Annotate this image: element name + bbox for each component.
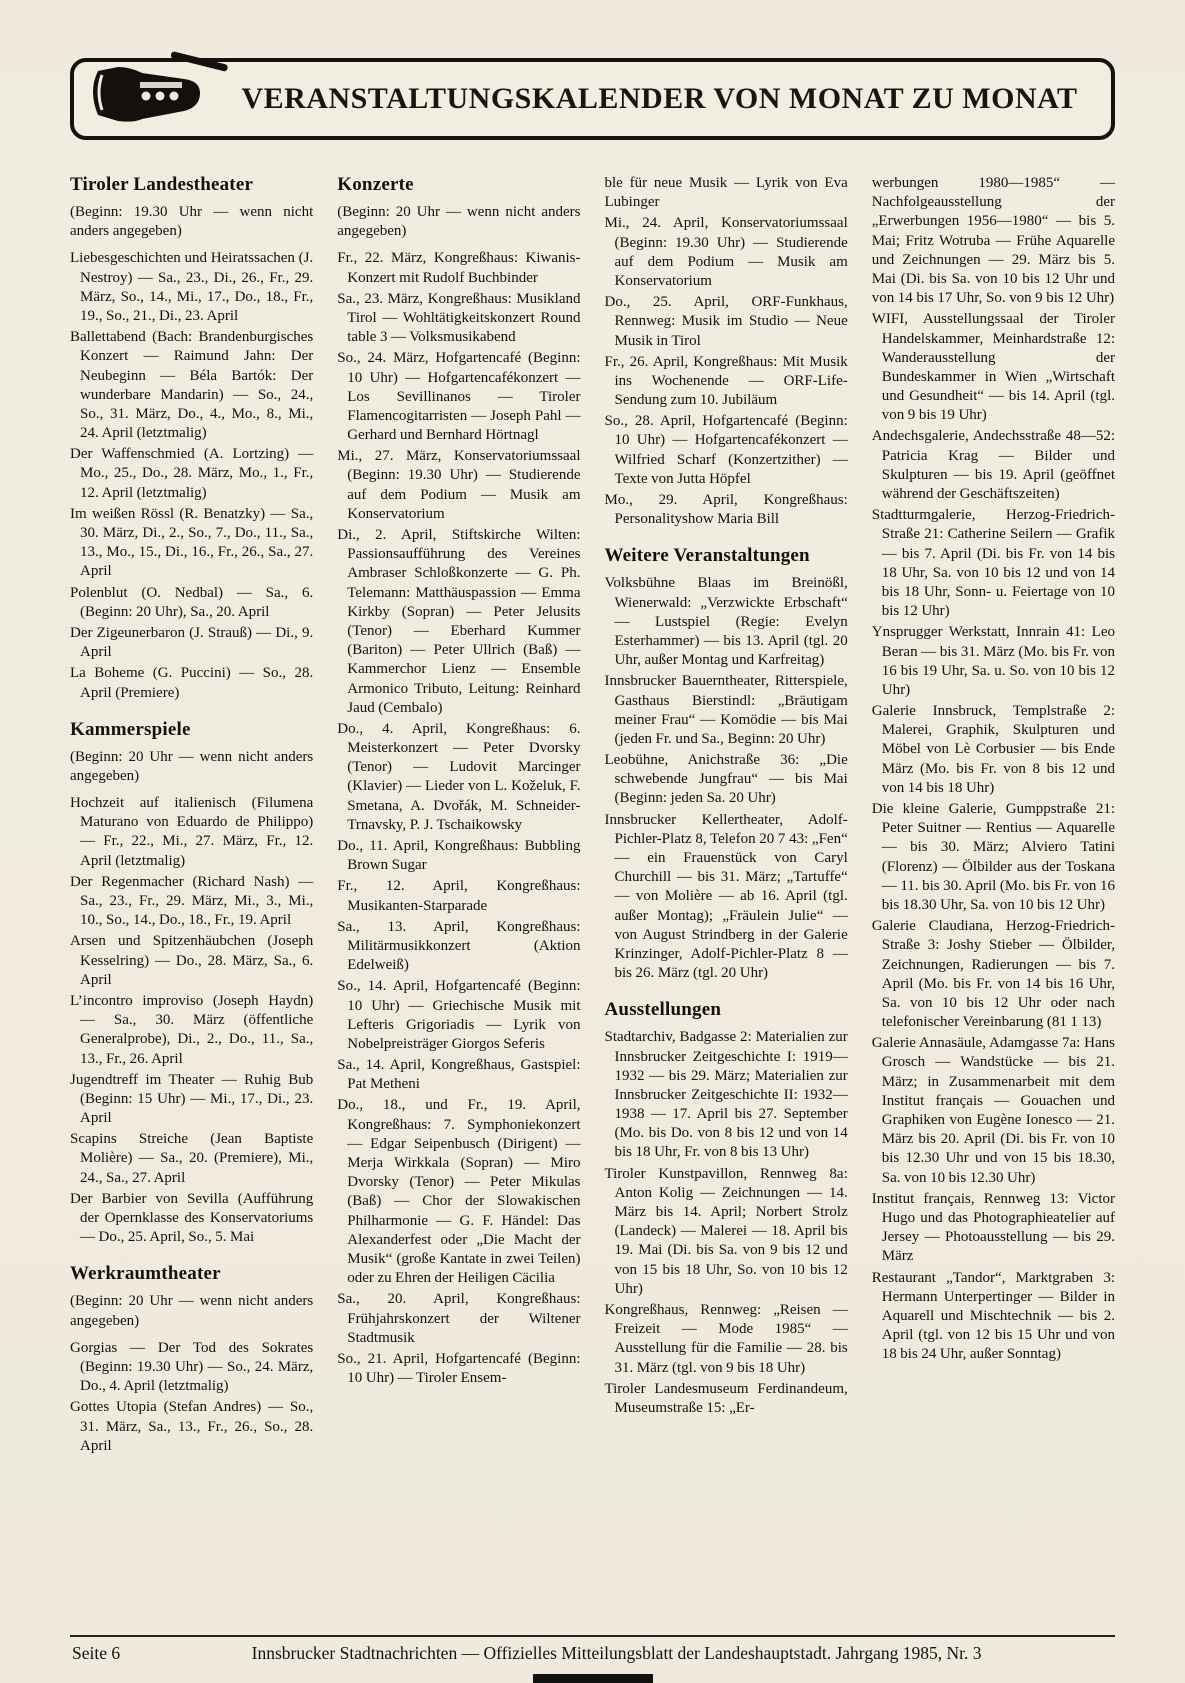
calendar-entry: Restaurant „Tandor“, Marktgraben 3: Hermann Unterpertinger — Bilder in Aquarell und Mischtechnik — bis 2. April (tgl. von 12 bis 15 Uhr und von 18 bis 24 Uhr, außer Sonntag) [871,1269,1115,1363]
section-heading: Tiroler Landestheater [70,174,254,195]
calendar-entry: So., 14. April, Hofgartencafé (Beginn: 10 Uhr) — Griechische Musik mit Lefteris Grigoriadis — Lyrik von Nobelpreisträger Giorgos Seferis [337,978,581,1052]
calendar-entry: Galerie Claudiana, Herzog-Friedrich-Straße 3: Joshy Stieber — Ölbilder, Zeichnungen, Radierungen — bis 7. April (Mo. bis Fr. von 14 bis 16 Uhr, Sa. von 10 bis 12 Uhr oder nach telefonischer Vereinbarung (81 1 13) [871,918,1115,1031]
calendar-entry: Stadtturmgalerie, Herzog-Friedrich-Straße 21: Catherine Seilern — Grafik — bis 7. April (Di. bis Fr. von 14 bis 18 Uhr, Sa. von 10 bis 12 und von 14 bis 18 Uhr, Sonn- u. Feiertage von 10 bis 12 Uhr) [871,507,1115,620]
calendar-entry: Liebesgeschichten und Heiratssachen (J. Nestroy) — Sa., 23., Di., 26., Fr., 29. März, So., 14., Mi., 17., Do., 18., Fr., 19., So., 21., Di., 23. April [70,250,314,324]
calendar-entry: Galerie Annasäule, Adamgasse 7a: Hans Grosch — Wandstücke — bis 21. März; in Zusammenarbeit mit dem Institut français — Gouachen und Graphiken von Eugène Ionesco — 21. März bis 20. April (Di. bis Fr. von 10 bis 12.30 Uhr und von 15 bis 18.30, Sa. von 10 bis 12.30 Uhr) [871,1035,1115,1186]
calendar-entry: Do., 25. April, ORF-Funkhaus, Rennweg: Musik im Studio — Neue Musik in Tirol [604,294,848,349]
calendar-entry: So., 21. April, Hofgartencafé (Beginn: 10 Uhr) — Tiroler Ensem- [337,1350,581,1387]
calendar-entry: Der Zigeunerbaron (J. Strauß) — Di., 9. April [70,624,314,661]
calendar-entry: Arsen und Spitzenhäubchen (Joseph Kesselring) — Do., 28. März, Sa., 6. April [70,933,314,988]
calendar-entry: Institut français, Rennweg 13: Victor Hugo und das Photographieatelier auf Jersey — Photoausstellung — bis 29. März [871,1190,1115,1265]
calendar-entry: Volksbühne Blaas im Breinößl, Wienerwald: „Verzwickte Erbschaft“ — Lustspiel (Regie: Evelyn Esterhammer) — bis 13. April (tgl. 20 Uhr, außer Montag und Karfreitag) [604,575,848,669]
calendar-entry: Der Barbier von Sevilla (Aufführung der Opernklasse des Konservatoriums — Do., 25. April, So., 5. Mai [70,1190,314,1246]
trumpet-icon [84,49,234,135]
calendar-entry: So., 24. März, Hofgartencafé (Beginn: 10 Uhr) — Hofgartencafékonzert — Los Sevillinanos — Tiroler Flamencogitarristen — Joseph Pahl — Gerhard und Bernhard Hörtnagl [337,350,581,444]
page-number: Seite 6 [72,1643,121,1663]
calendar-entry: Tiroler Kunstpavillon, Rennweg 8a: Anton Kolig — Zeichnungen — 14. März bis 14. April; Norbert Strolz (Landeck) — Malerei — 18. April bis 19. Mai (Di. bis Sa. von 9 bis 12 und von 15 bis 18 Uhr, So. von 10 bis 12 Uhr) [604,1165,848,1297]
calendar-entry: Polenblut (O. Nedbal) — Sa., 6. (Beginn: 20 Uhr), Sa., 20. April [70,584,314,620]
calendar-entry: Sa., 13. April, Kongreßhaus: Militärmusikkonzert (Aktion Edelweiß) [337,918,581,974]
calendar-entry: Gottes Utopia (Stefan Andres) — So., 31. März, Sa., 13., Fr., 26., So., 28. April [70,1399,314,1454]
calendar-entry: Sa., 20. April, Kongreßhaus: Frühjahrskonzert der Wiltener Stadtmusik [337,1291,581,1346]
calendar-entry: Do., 18., und Fr., 19. April, Kongreßhaus: 7. Symphoniekonzert — Edgar Seipenbusch (Dirigent) — Merja Wirkkala (Sopran) — Miro Dvorsky (Tenor) — Peter Mikulas (Baß) — Chor der Slowakischen Philharmonie — G. F. Händel: Das Alexanderfest oder „Die Macht der Musik“ (große Kantate in zwei Teilen) oder zu Ehren der Heiligen Cäcilia [337,1097,581,1287]
calendar-entry: Fr., 26. April, Kongreßhaus: Mit Musik ins Wochenende — ORF-Life-Sendung zum 10. Jubiläum [604,353,848,409]
calendar-entry: werbungen 1980—1985“ — Nachfolgeausstellung der „Erwerbungen 1956—1980“ — bis 5. Mai; Fritz Wotruba — Frühe Aquarelle und Zeichnungen — 29. März bis 5. Mai (Di. bis Sa. von 10 bis 12 Uhr und von 14 bis 17 Uhr, So. von 9 bis 12 Uhr) [871,175,1115,307]
calendar-entry: Fr., 12. April, Kongreßhaus: Musikanten-Starparade [337,878,581,914]
calendar-entry: Sa., 23. März, Kongreßhaus: Musikland Tirol — Wohltätigkeitskonzert Round table 3 — Volksmusikabend [337,290,581,346]
calendar-entry: Jugendtreff im Theater — Ruhig Bub (Beginn: 15 Uhr) — Mi., 17., Di., 23. April [70,1071,314,1127]
calendar-entry: Ballettabend (Bach: Brandenburgisches Konzert — Raimund Jahn: Der Neubeginn — Béla Bartók: Der wunderbare Mandarin) — So., 24., So., 31. März, Do., 4., Mo., 8., Mi., 24. April (letztmalig) [70,329,314,442]
column-1 [70,174,313,1458]
calendar-entry: Mi., 27. März, Konservatoriumssaal (Beginn: 19.30 Uhr) — Studierende auf dem Podium — Musik am Konservatorium [337,448,581,522]
calendar-entry: Im weißen Rössl (R. Benatzky) — Sa., 30. März, Di., 2., So., 7., Do., 11., Sa., 13., Mo., 15., Di., 16., Fr., 26., Sa., 27. April [70,505,314,580]
section-heading: Ausstellungen [604,999,722,1021]
calendar-entry: La Boheme (G. Puccini) — So., 28. April (Premiere) [70,665,314,701]
calendar-entry: Die kleine Galerie, Gumppstraße 21: Peter Suitner — Rentius — Aquarelle — bis 30. März; Alviero Tatini (Florenz) — Ölbilder aus der Toskana — 11. bis 30. April (Mo. bis Fr. von 16 bis 18.30 Uhr, Sa. von 10 bis 12 Uhr) [871,801,1115,913]
calendar-entry: Innsbrucker Kellertheater, Adolf-Pichler-Platz 8, Telefon 20 7 43: „Fen“ — ein Frauenstück von Caryl Churchill — bis 31. März; „Tartuffe“ — von Molière — ab 16. April (tgl. außer Montag); „Fräulein Julie“ — von August Strindberg in der Galerie Krinzinger, Adolf-Pichler-Platz 8 — bis 26. März (tgl. 20 Uhr) [604,811,848,982]
calendar-entry: Kongreßhaus, Rennweg: „Reisen — Freizeit — Mode 1985“ — Ausstellung für die Familie — 28. bis 31. März (tgl. von 9 bis 18 Uhr) [604,1301,848,1376]
column-3 [605,174,848,1420]
calendar-entry: Di., 2. April, Stiftskirche Wilten: Passionsaufführung des Vereines Ambraser Schloßkonzerte — G. Ph. Telemann: Matthäuspassion — Emma Kirkby (Sopran) — Peter Jelusits (Tenor) — Eberhard Kummer (Bariton) — Peter Ullrich (Baß) — Kammerchor Lienz — Ensemble Armonico Tributo, Leitung: Reinhard Jaud (Cembalo) [337,527,581,716]
section-note: (Beginn: 20 Uhr — wenn nicht anders angegeben) [70,1293,314,1329]
calendar-entry: Hochzeit auf italienisch (Filumena Maturano von Eduardo de Philippo) — Fr., 22., Mi., 27. März, Fr., 12. April (letztmalig) [70,795,314,869]
calendar-entry: Andechsgalerie, Andechsstraße 48—52: Patricia Krag — Bilder und Skulpturen — bis 19. April (geöffnet während der Geschäftszeiten) [871,428,1115,502]
footer [70,1635,1115,1674]
section-heading: Weitere Veranstaltungen [604,545,810,567]
calendar-entry: Innsbrucker Bauerntheater, Ritterspiele, Gasthaus Bierstindl: „Bräutigam meiner Frau“ — Komödie — bis Mai (jeden Fr. und Sa., Beginn: 20 Uhr) [604,673,848,747]
calendar-entry: Ynsprugger Werkstatt, Innrain 41: Leo Beran — bis 31. März (Mo. bis Fr. von 16 bis 19 Uhr, Sa. u. So. von 10 bis 12 Uhr) [871,624,1115,698]
calendar-entry: Do., 11. April, Kongreßhaus: Bubbling Brown Sugar [337,838,581,874]
section-note: (Beginn: 20 Uhr — wenn nicht anders angegeben) [337,204,581,240]
section-note: (Beginn: 20 Uhr — wenn nicht anders angegeben) [70,748,314,784]
calendar-entry: Fr., 22. März, Kongreßhaus: Kiwanis-Konzert mit Rudolf Buchbinder [337,250,581,286]
scan-mark [533,1674,653,1683]
section-heading: Werkraumtheater [70,1263,221,1285]
calendar-columns [70,174,1115,1617]
section-heading: Kammerspiele [70,718,191,740]
masthead [70,58,1115,140]
calendar-entry: Tiroler Landesmuseum Ferdinandeum, Museumstraße 15: „Er- [604,1380,848,1416]
calendar-entry: Der Regenmacher (Richard Nash) — Sa., 23., Fr., 29. März, Mi., 3., Mi., 10., So., 14., Do., 18., Fr., 19. April [70,873,314,929]
section-heading: Konzerte [337,174,414,195]
calendar-entry: Scapins Streiche (Jean Baptiste Molière) — Sa., 20. (Premiere), Mi., 24., Sa., 27. April [70,1131,314,1186]
column-4 [872,174,1115,1366]
page-title: VERANSTALTUNGSKALENDER VON MONAT ZU MONAT [241,82,1078,115]
section-note: (Beginn: 19.30 Uhr — wenn nicht anders angegeben) [70,204,314,240]
calendar-entry: L’incontro improviso (Joseph Haydn) — Sa., 30. März (öffentliche Generalprobe), Di., 2., Do., 11., Sa., 13., Fr., 26. April [70,992,314,1067]
calendar-entry: So., 28. April, Hofgartencafé (Beginn: 10 Uhr) — Hofgartencafékonzert — Wilfried Scharf (Konzertzither) — Texte von Jutta Höpfel [604,413,848,487]
calendar-entry: ble für neue Musik — Lyrik von Eva Lubinger [604,175,848,211]
calendar-entry: Der Waffenschmied (A. Lortzing) — Mo., 25., Do., 28. März, Mo., 1., Fr., 12. April (letztmalig) [70,446,314,501]
calendar-entry: Gorgias — Der Tod des Sokrates (Beginn: 19.30 Uhr) — So., 24. März, Do., 4. April (letztmalig) [70,1339,314,1395]
calendar-entry: Mo., 29. April, Kongreßhaus: Personalityshow Maria Bill [604,492,848,528]
calendar-entry: Galerie Innsbruck, Templstraße 2: Malerei, Graphik, Skulpturen und Möbel von Lè Corbusier — bis Ende März (Mo. bis Fr. von 8 bis 12 und von 14 bis 18 Uhr) [871,703,1115,796]
column-2 [337,174,580,1390]
imprint-line: Innsbrucker Stadtnachrichten — Offizielles Mitteilungsblatt der Landeshauptstadt. Jahrgang 1985, Nr. 3 [251,1643,982,1663]
calendar-entry: Stadtarchiv, Badgasse 2: Materialien zur Innsbrucker Zeitgeschichte I: 1919—1932 — bis 29. März; Materialien zur Innsbrucker Zeitgeschichte II: 1932—1938 — 17. April bis 27. September (Mo. bis Do. von 8 bis 12 und von 14 bis 18 Uhr, Fr. von 8 bis 13 Uhr) [604,1029,848,1161]
calendar-entry: Sa., 14. April, Kongreßhaus, Gastspiel: Pat Metheni [337,1057,581,1093]
calendar-entry: Mi., 24. April, Konservatoriumssaal (Beginn: 19.30 Uhr) — Studierende auf dem Podium — Musik am Konservatorium [604,215,848,289]
calendar-entry: WIFI, Ausstellungssaal der Tiroler Handelskammer, Meinhardstraße 12: Wanderausstellung der Bundeskammer in Wien „Wirtschaft und Gesundheit“ — bis 14. April (tgl. von 9 bis 19 Uhr) [871,311,1115,424]
calendar-entry: Do., 4. April, Kongreßhaus: 6. Meisterkonzert — Peter Dvorsky (Tenor) — Ludovit Marcinger (Klavier) — Lieder von L. Koželuk, F. Smetana, A. Dvořák, M. Schneider-Trnavsky, P. J. Tschaikowsky [337,720,581,833]
calendar-entry: Leobühne, Anichstraße 36: „Die schwebende Jungfrau“ — bis Mai (Beginn: jeden Sa. 20 Uhr) [604,752,848,807]
